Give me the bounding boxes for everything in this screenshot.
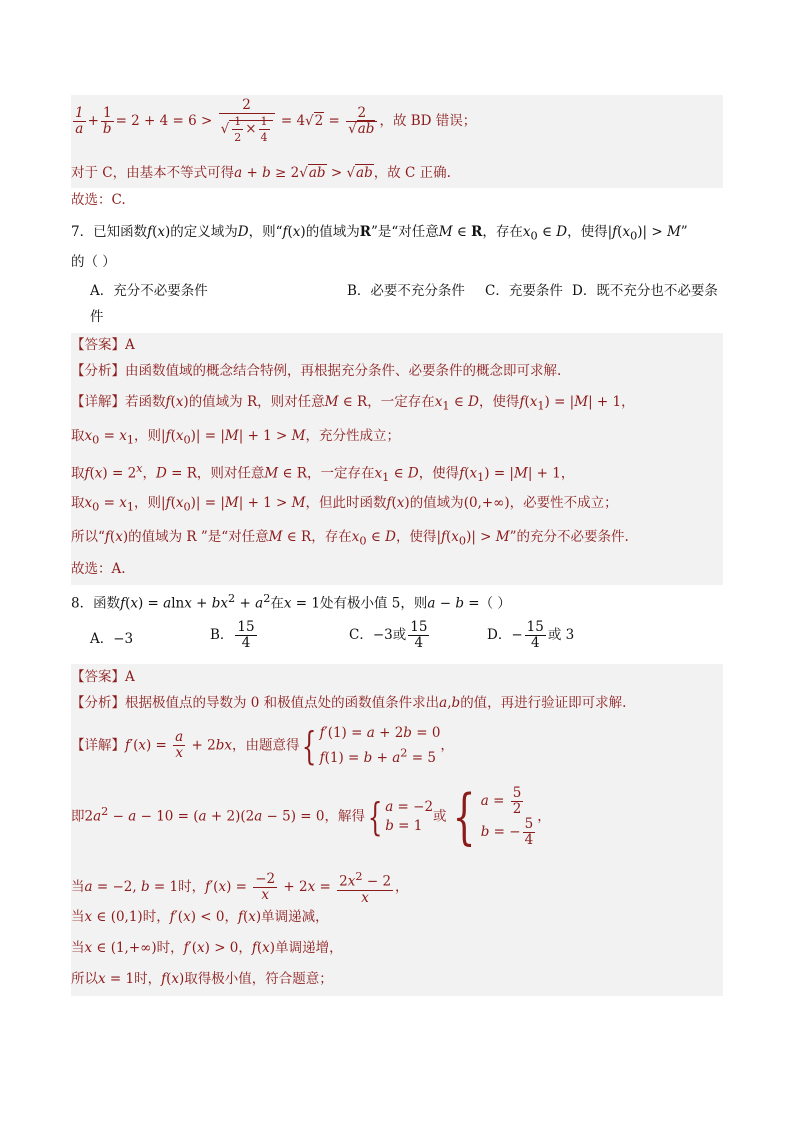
q7-option-c[interactable]: C．充要条件 <box>485 283 563 299</box>
q7-option-d[interactable]: D．既不充分也不必要条 <box>572 283 718 299</box>
q8-detail-6: 所以x = 1时，f(x)取得极小值，符合题意； <box>71 971 333 987</box>
top-choice: 故选：C. <box>71 192 126 208</box>
q7-detail-5: 所以“f(x)的值域为 R ”是“对任意M ∈ R，存在$x_0$ ∈ D，使得$|f(x_0)| > M$”的充分不必要条件. <box>71 529 629 548</box>
top-line-2: 对于 C，由基本不等式可得a + b ≥ 2√ab > √ab，故 C 正确. <box>71 165 451 181</box>
q8-option-a[interactable]: A．−3 <box>90 631 134 647</box>
q7-option-b[interactable]: B．必要不充分条件 <box>347 283 465 299</box>
q8-stem: 8．函数$f(x) = alnx + bx^2 + a^2$在x = 1处有极小值 5，则a − b =（ ） <box>71 592 511 612</box>
q7-stem-line2: 的（ ） <box>71 254 116 270</box>
q7-detail-4: 取$x_0 = x_1$，则$|f(x_0)| = |M| + 1 > M$，但此时函数f(x)的值域为(0,+∞)，必要性不成立； <box>71 495 618 514</box>
q7-choice: 故选：A. <box>71 561 126 577</box>
q8-option-c[interactable]: C．−3或 $\frac{15}{4}$ <box>349 619 428 651</box>
q8-detail-3: 当a = −2, b = 1时，f′(x) = $\frac{-2}{x}$ + 2x = $\frac{2x^2 - 2}{x}$ ， <box>71 870 409 906</box>
q7-detail-1: 【详解】若函数f(x)的值域为 R，则对任意M ∈ R，一定存在$x_1$ ∈ D，使得$f(x_1) = |M| + 1$， <box>71 394 635 413</box>
q8-detail-4: 当x ∈ (0,1)时，f′(x) < 0，f(x)单调递减， <box>71 909 329 925</box>
top-line2-text: 对于 C，由基本不等式可得 <box>71 165 235 181</box>
q8-detail-5: 当x ∈ (1,+∞)时，f′(x) > 0，f(x)单调递增， <box>71 940 343 956</box>
q7-analysis: 【分析】由函数值域的概念结合特例，再根据充分条件、必要条件的概念即可求解. <box>71 363 562 379</box>
q7-option-a[interactable]: A．充分不必要条件 <box>90 283 208 299</box>
q8-option-d[interactable]: D．− $\frac{15}{4}$ 或 3 <box>487 619 575 651</box>
q8-answer: 【答案】A <box>71 669 135 685</box>
q8-analysis: 【分析】根据极值点的导数为 0 和极值点处的函数值条件求出a,b的值，再进行验证即可求解. <box>71 695 627 711</box>
q8-option-b[interactable]: B． $\frac{15}{4}$ <box>210 619 255 651</box>
q7-stem: 7．已知函数f(x)的定义域为D，则“f(x)的值域为R”是“对任意M ∈ R，存在$x_0$ ∈ D，使得$|f(x_0)| > M$” <box>71 224 688 243</box>
top-line1-tail: ，故 BD 错误； <box>379 113 477 129</box>
q7-detail-3: 取$f(x) = 2^x$，D = R，则对任意M ∈ R，一定存在$x_1$ ∈ D，使得$f(x_1) = |M| + 1$， <box>71 462 575 485</box>
q8-detail-1: 【详解】f′(x) = $\frac{a}{x}$ + 2bx，由题意得{ f′(1) = a + 2b = 0 $f(1) = b + a^2 = 5$， <box>71 723 454 768</box>
top-line-1: $\frac{1}{a}$ + $\frac{1}{b}$ = 2 + 4 = 6 > 2 √ $\frac{1}{2}$ × $\frac{1}{4}$ = 4√2 = $\frac{2}{√ab}$ ，故 BD 错误； <box>75 97 477 144</box>
q8-detail-2: 即$2a^2 - a - 10 = (a + 2)(2a - 5) = 0$，解得{ a = −2 b = 1或{ a = $\frac{5}{2}$ b = − $\frac{5}{4}$ ， <box>71 782 551 852</box>
top-line2-tail: ，故 C 正确. <box>373 165 451 181</box>
q7-answer: 【答案】A <box>71 337 135 353</box>
q7-detail-2: 取$x_0 = x_1$，则$|f(x_0)| = |M| + 1 > M$，充分性成立； <box>71 428 400 447</box>
q7-option-d-wrap: 件 <box>90 309 104 325</box>
